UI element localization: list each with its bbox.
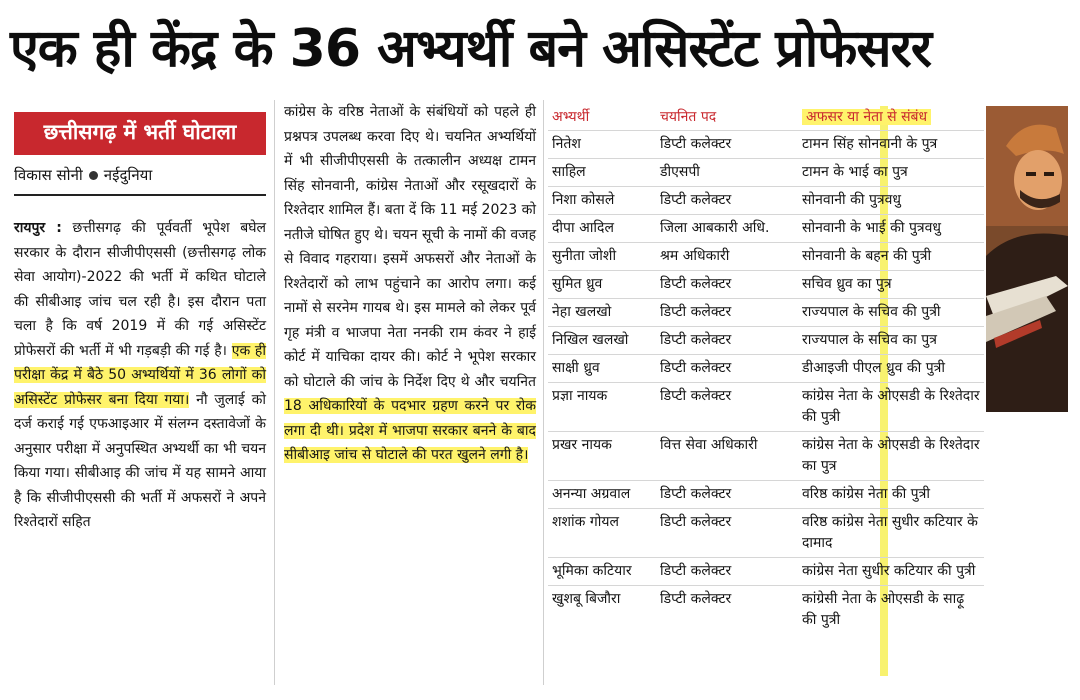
candidate-cell: साहिल: [548, 158, 656, 186]
post-cell: डिप्टी कलेक्टर: [656, 508, 798, 557]
article-column-1: [14, 216, 266, 535]
post-cell: डिप्टी कलेक्टर: [656, 130, 798, 158]
table-row: [548, 270, 984, 298]
table-row: [548, 326, 984, 354]
table-row: [548, 508, 984, 557]
candidate-cell: नितेश: [548, 130, 656, 158]
relation-cell: सोनवानी की पुत्रवधु: [798, 186, 984, 214]
relation-cell: डीआइजी पीएल ध्रुव की पुत्री: [798, 354, 984, 382]
post-cell: डिप्टी कलेक्टर: [656, 382, 798, 431]
relation-cell: सोनवानी के बहन की पुत्री: [798, 242, 984, 270]
relation-cell: राज्यपाल के सचिव की पुत्री: [798, 298, 984, 326]
relation-cell: टामन के भाई का पुत्र: [798, 158, 984, 186]
relation-cell: कांग्रेस नेता के ओएसडी के रिश्तेदार की पुत्री: [798, 382, 984, 431]
post-cell: डिप्टी कलेक्टर: [656, 354, 798, 382]
post-cell: श्रम अधिकारी: [656, 242, 798, 270]
candidate-cell: निखिल खलखो: [548, 326, 656, 354]
post-cell: डिप्टी कलेक्टर: [656, 557, 798, 585]
post-cell: डिप्टी कलेक्टर: [656, 270, 798, 298]
relation-cell: सोनवानी के भाई की पुत्रवधु: [798, 214, 984, 242]
byline-divider: [14, 194, 266, 196]
relation-cell: सचिव ध्रुव का पुत्र: [798, 270, 984, 298]
man-with-cap-reading-icon: [986, 106, 1068, 412]
table-row: [548, 431, 984, 480]
table-row: [548, 214, 984, 242]
table-row: [548, 186, 984, 214]
candidate-cell: सुनीता जोशी: [548, 242, 656, 270]
post-cell: डिप्टी कलेक्टर: [656, 298, 798, 326]
candidate-cell: प्रखर नायक: [548, 431, 656, 480]
table-row: [548, 480, 984, 508]
post-cell: डिप्टी कलेक्टर: [656, 480, 798, 508]
post-cell: डीएसपी: [656, 158, 798, 186]
candidate-cell: शशांक गोयल: [548, 508, 656, 557]
header-relation: अफसर या नेता से संबंध: [798, 104, 984, 130]
article-text: नौ जुलाई को दर्ज कराई गई एफआइआर में संलग्न दस्तावेजों के अनुसार परीक्षा में अनुपस्थित अभ्यर्थी का भी चयन किया गया। सीबीआइ की जांच में यह सामने आया है कि सीजीपीएससी की भर्ती में अफसरों ने अपने रिश्तेदारों सहित: [14, 391, 266, 530]
dateline: रायपुर :: [14, 220, 62, 236]
header-candidate: अभ्यर्थी: [552, 109, 590, 126]
relation-cell: कांग्रेसी नेता के ओएसडी के साढ़ू की पुत्री: [798, 585, 984, 634]
table-row: [548, 382, 984, 431]
author-name: विकास सोनी: [14, 166, 83, 184]
bullet-icon: [89, 171, 98, 180]
relation-cell: कांग्रेस नेता के ओएसडी के रिश्तेदार का पुत्र: [798, 431, 984, 480]
table-row: [548, 158, 984, 186]
candidate-cell: नेहा खलखो: [548, 298, 656, 326]
candidate-cell: साक्षी ध्रुव: [548, 354, 656, 382]
article-text: कांग्रेस के वरिष्ठ नेताओं के संबंधियों को पहले ही प्रश्नपत्र उपलब्ध करवा दिए थे। चयनित अभ्यर्थियों में भी सीजीपीएससी के तत्कालीन अध्यक्ष टामन सिंह सोनवानी, कांग्रेस नेताओं और रसूखदारों के रिश्तेदार शामिल हैं। बता दें कि 11 मई 2023 को नतीजे घोषित हुए थे। चयन सूची के नामों की वजह से विवाद गहराया। इसमें अफसरों और नेताओं के रिश्तेदारों को लाभ पहुंचाने का आरोप लगा। कई नामों से सरनेम गायब थे। इस मामले को लेकर पूर्व गृह मंत्री व भाजपा नेता ननकी राम कंवर ने हाई कोर्ट में याचिका दायर की। कोर्ट ने भूपेश सरकार को घोटाले की जांच के निर्देश दिए थे और चयनित: [284, 104, 536, 390]
relation-cell: वरिष्ठ कांग्रेस नेता सुधीर कटियार के दामाद: [798, 508, 984, 557]
headline: एक ही केंद्र के 36 अभ्यर्थी बने असिस्टेंट प्रोफेसरर: [10, 19, 932, 79]
header-post: चयनित पद: [660, 109, 717, 126]
candidate-cell: सुमित ध्रुव: [548, 270, 656, 298]
table-row: [548, 354, 984, 382]
relation-cell: टामन सिंह सोनवानी के पुत्र: [798, 130, 984, 158]
relation-cell: राज्यपाल के सचिव का पुत्र: [798, 326, 984, 354]
table-row: [548, 585, 984, 634]
table-row: [548, 242, 984, 270]
category-tag: छत्तीसगढ़ में भर्ती घोटाला: [14, 112, 266, 152]
table-header-row: [548, 104, 984, 130]
relations-table: [548, 104, 984, 634]
candidate-cell: दीपा आदिल: [548, 214, 656, 242]
candidate-cell: प्रज्ञा नायक: [548, 382, 656, 431]
source-name: नईदुनिया: [103, 166, 153, 184]
article-text: छत्तीसगढ़ की पूर्ववर्ती भूपेश बघेल सरकार के दौरान सीजीपीएससी (छत्तीसगढ़ लोक सेवा आयोग)-2022 की भर्ती में कथित घोटाले की सीबीआइ जांच चल रही है। इस दौरान पता चला है कि वर्ष 2019 में की गई असिस्टेंट प्रोफेसरों की भर्ती में भी गड़बड़ी की गई है।: [14, 220, 267, 359]
article-column-2: [284, 100, 536, 468]
candidate-cell: भूमिका कटियार: [548, 557, 656, 585]
post-cell: डिप्टी कलेक्टर: [656, 186, 798, 214]
highlighted-text: 18 अधिकारियों के पदभार ग्रहण करने पर रोक लगा दी थी। प्रदेश में भाजपा सरकार बनने के बाद सीबीआइ जांच से घोटाले की परत खुलने लगी है।: [284, 398, 536, 463]
table-row: [548, 298, 984, 326]
column-divider: [274, 100, 275, 685]
post-cell: डिप्टी कलेक्टर: [656, 326, 798, 354]
post-cell: वित्त सेवा अधिकारी: [656, 431, 798, 480]
candidate-cell: अनन्या अग्रवाल: [548, 480, 656, 508]
table-row: [548, 557, 984, 585]
highlighted-text: एक ही परीक्षा केंद्र में बैठे 50 अभ्यर्थियों में 36 लोगों को असिस्टेंट प्रोफेसर बना दिया गया।: [14, 342, 266, 408]
candidate-cell: निशा कोसले: [548, 186, 656, 214]
column-divider: [543, 100, 544, 685]
candidate-cell: खुशबू बिजौरा: [548, 585, 656, 634]
relation-cell: कांग्रेस नेता सुधीर कटियार की पुत्री: [798, 557, 984, 585]
byline: [14, 164, 266, 186]
post-cell: जिला आबकारी अधि.: [656, 214, 798, 242]
post-cell: डिप्टी कलेक्टर: [656, 585, 798, 634]
table-row: [548, 130, 984, 158]
relation-cell: वरिष्ठ कांग्रेस नेता की पुत्री: [798, 480, 984, 508]
